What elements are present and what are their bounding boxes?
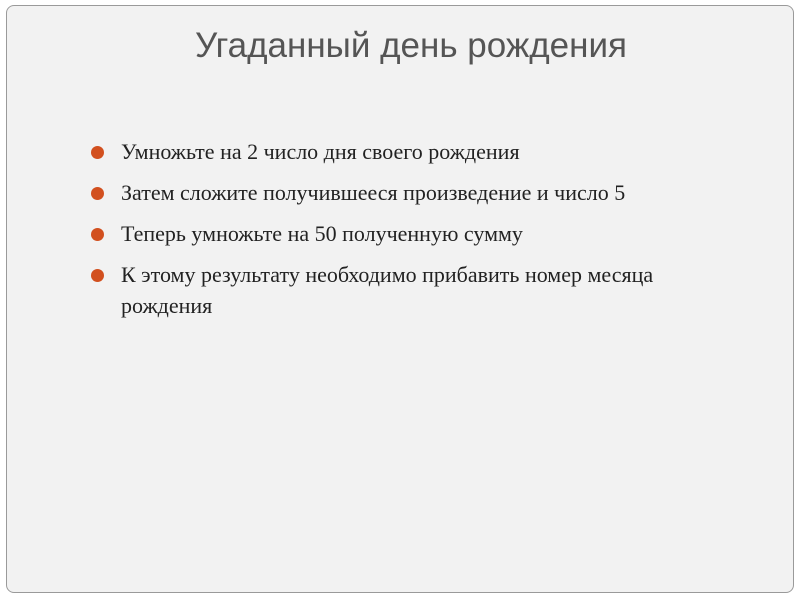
- bullet-text: Затем сложите получившееся произведение и число 5: [121, 180, 626, 205]
- slide-frame: [6, 5, 794, 593]
- bullet-icon: [91, 146, 104, 159]
- bullet-icon: [91, 187, 104, 200]
- list-item: [91, 136, 741, 167]
- bullet-list: [91, 136, 741, 331]
- bullet-text: Умножьте на 2 число дня своего рождения: [121, 139, 520, 164]
- bullet-icon: [91, 228, 104, 241]
- bullet-text: К этому результату необходимо прибавить номер месяца рождения: [121, 262, 654, 318]
- bullet-text: Теперь умножьте на 50 полученную сумму: [121, 221, 523, 246]
- list-item: [91, 177, 741, 208]
- list-item: [91, 259, 741, 321]
- slide-title: Угаданный день рождения: [195, 26, 627, 65]
- list-item: [91, 218, 741, 249]
- bullet-icon: [91, 269, 104, 282]
